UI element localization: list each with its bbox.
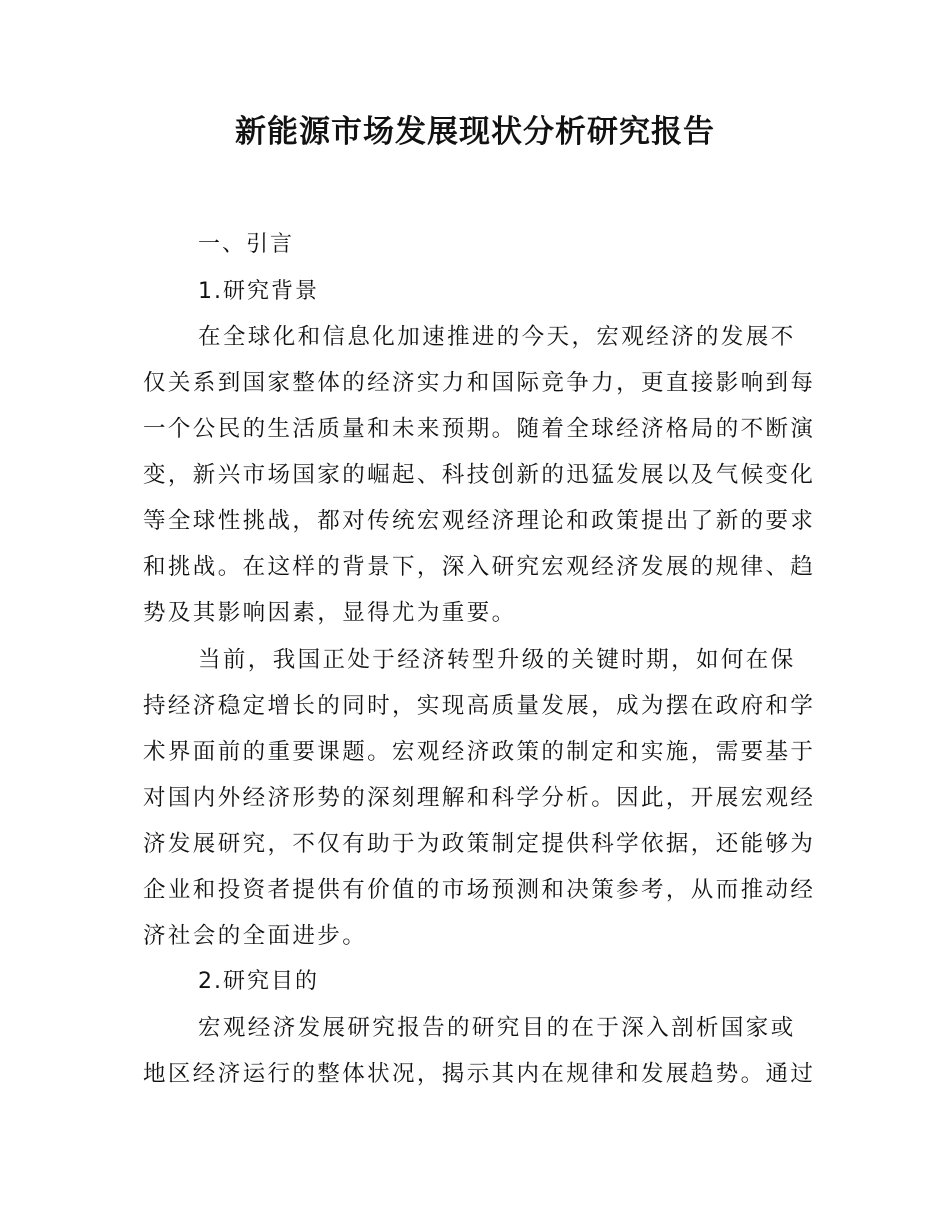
paragraph-line: 仅关系到国家整体的经济实力和国际竞争力，更直接影响到每: [143, 370, 816, 396]
paragraph-line: 济发展研究，不仅有助于为政策制定提供科学依据，还能够为: [143, 831, 816, 857]
paragraph-line: 和挑战。在这样的背景下，深入研究宏观经济发展的规律、趋: [143, 554, 816, 580]
paragraph-line: 对国内外经济形势的深刻理解和科学分析。因此，开展宏观经: [143, 785, 816, 811]
section-heading-introduction: 一、引言: [198, 232, 295, 257]
paragraph-line: 在全球化和信息化加速推进的今天，宏观经济的发展不: [198, 324, 796, 350]
paragraph-line: 当前，我国正处于经济转型升级的关键时期，如何在保: [198, 647, 796, 673]
paragraph-line: 变，新兴市场国家的崛起、科技创新的迅猛发展以及气候变化: [143, 462, 816, 488]
paragraph-line: 企业和投资者提供有价值的市场预测和决策参考，从而推动经: [143, 877, 816, 903]
paragraph-line: 地区经济运行的整体状况，揭示其内在规律和发展趋势。通过: [143, 1061, 816, 1087]
paragraph-line: 济社会的全面进步。: [143, 923, 368, 949]
paragraph-line: 持经济稳定增长的同时，实现高质量发展，成为摆在政府和学: [143, 693, 816, 719]
paragraph-line: 宏观经济发展研究报告的研究目的在于深入剖析国家或: [198, 1015, 796, 1041]
paragraph-line: 等全球性挑战，都对传统宏观经济理论和政策提出了新的要求: [143, 508, 816, 534]
subsection-heading-purpose: 2.研究目的: [198, 969, 319, 994]
paragraph-line: 一个公民的生活质量和未来预期。随着全球经济格局的不断演: [143, 416, 816, 442]
paragraph-line: 术界面前的重要课题。宏观经济政策的制定和实施，需要基于: [143, 739, 816, 765]
document-title: 新能源市场发展现状分析研究报告: [235, 114, 715, 150]
paragraph-line: 势及其影响因素，显得尤为重要。: [143, 600, 517, 626]
subsection-heading-background: 1.研究背景: [198, 279, 319, 304]
